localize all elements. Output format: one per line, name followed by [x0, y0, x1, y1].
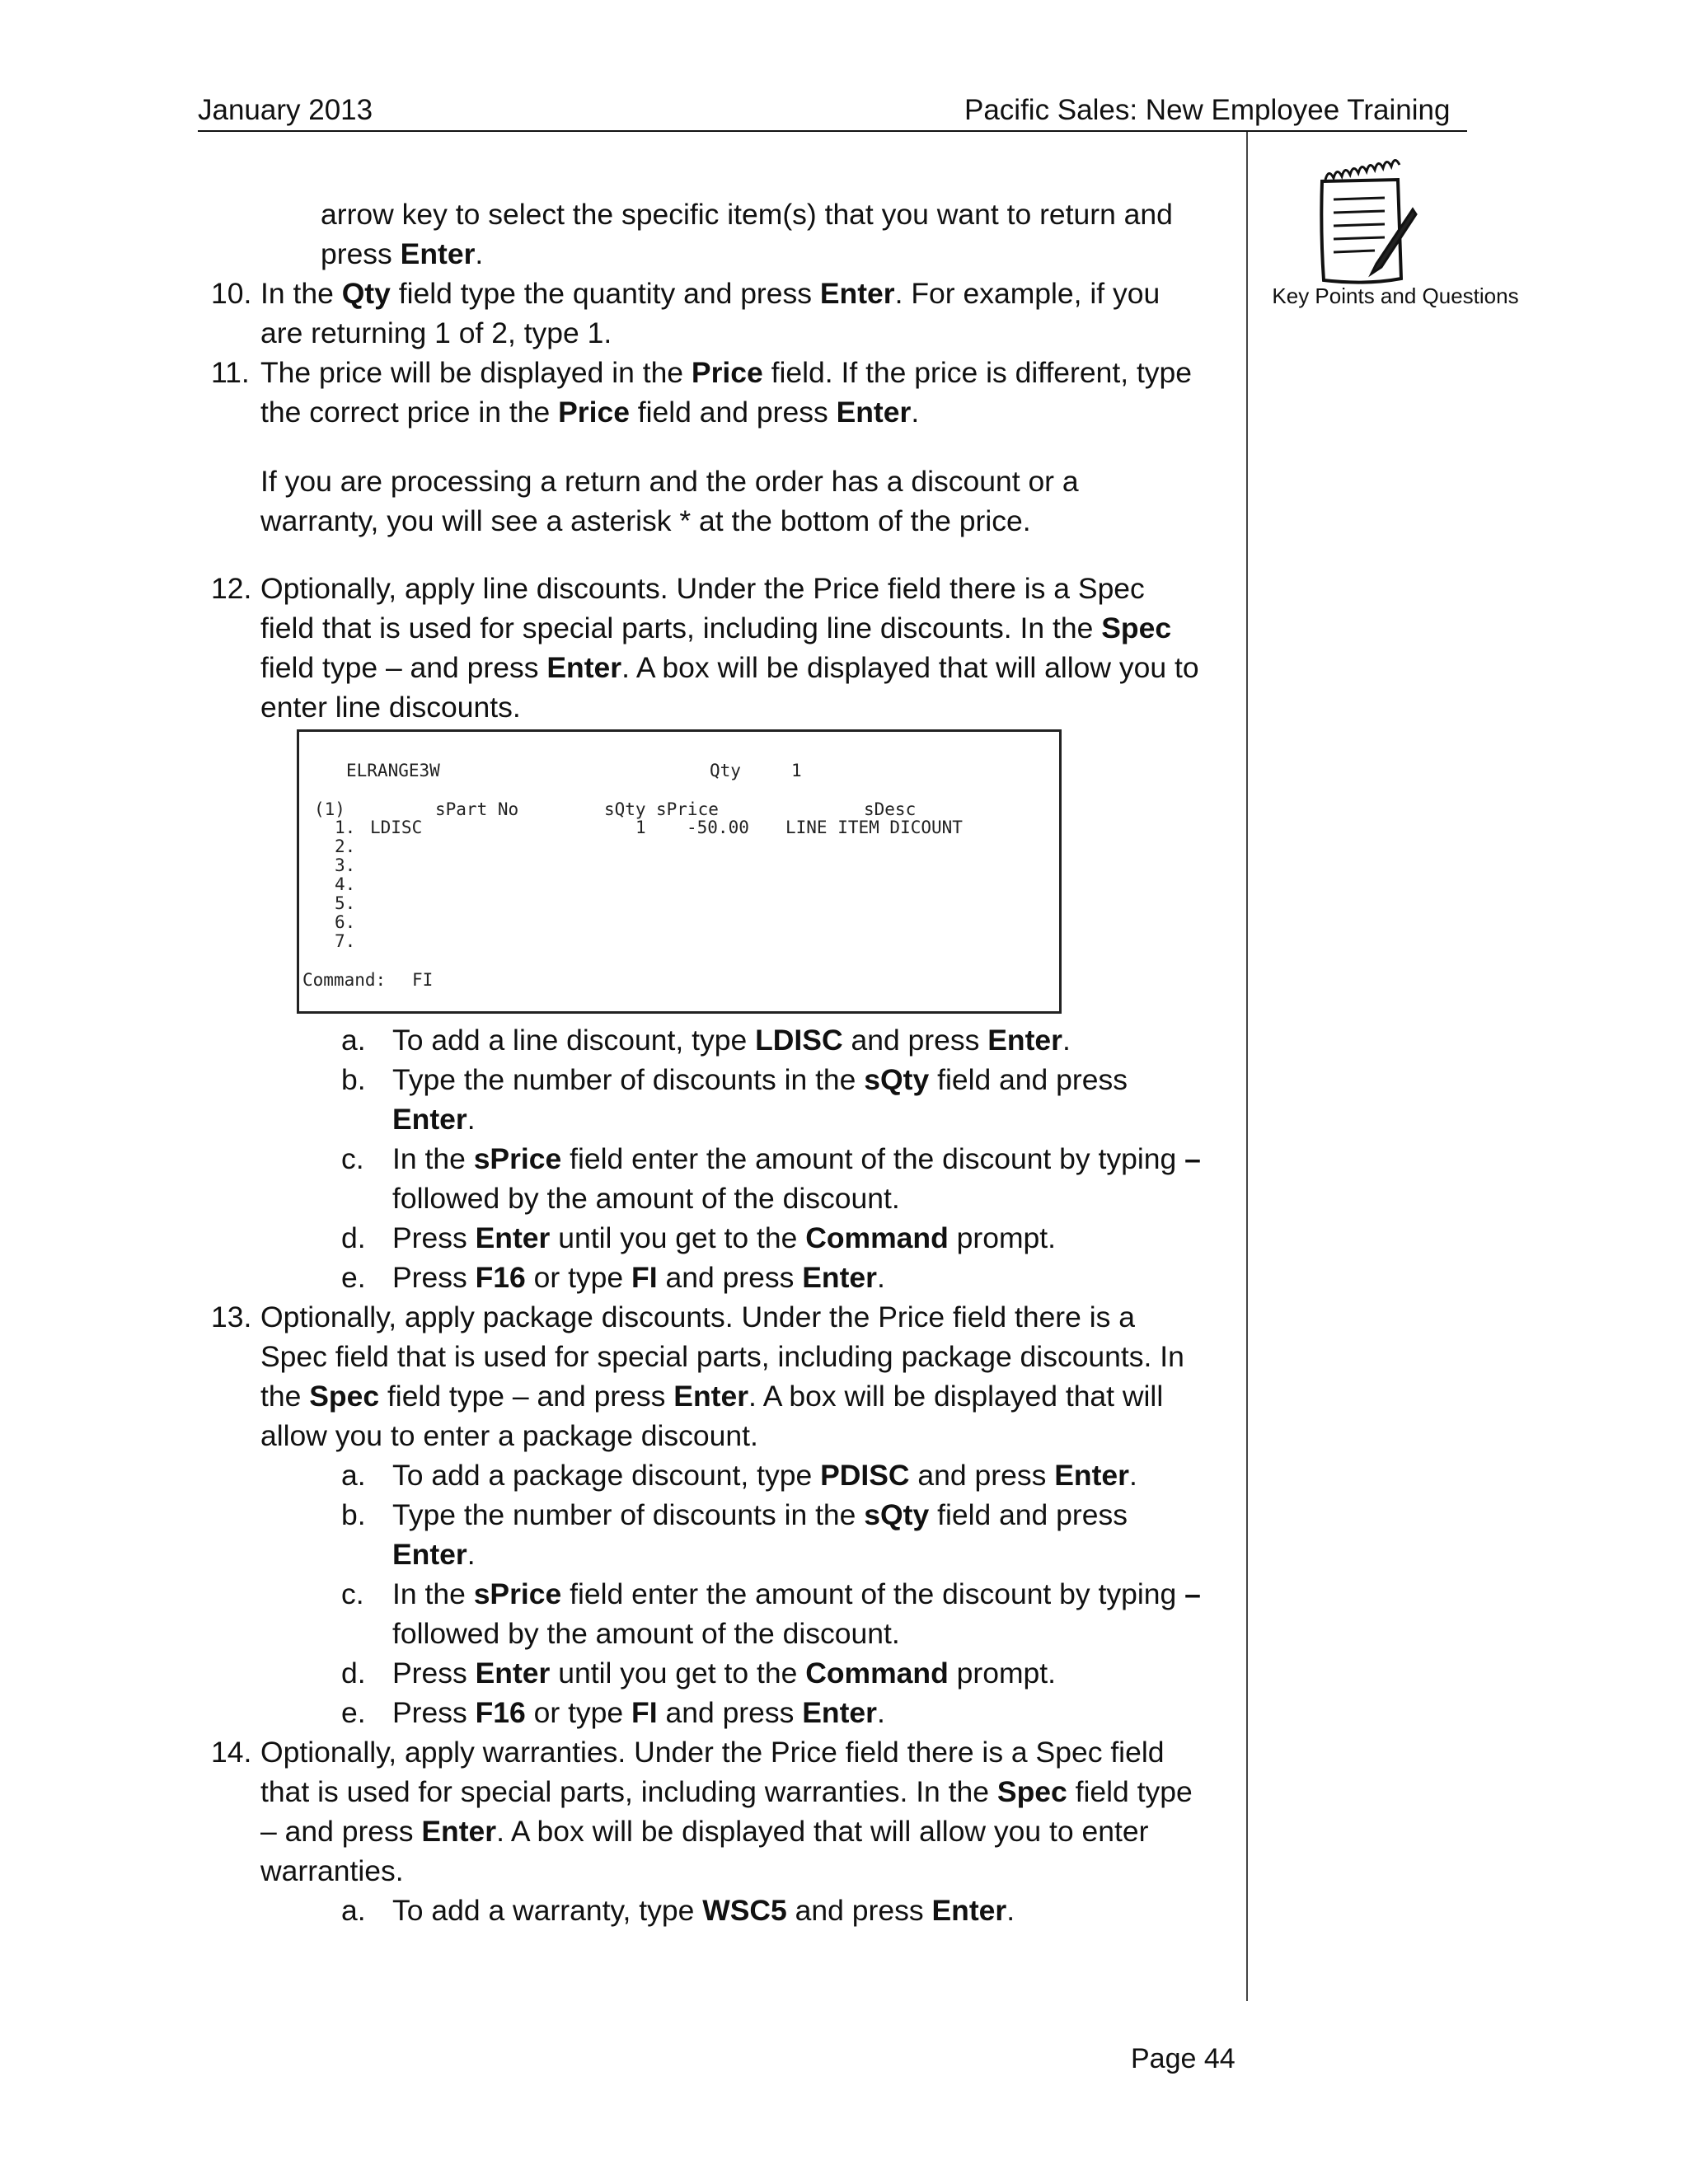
text-line: Press Enter until you get to the Command prompt.: [392, 1221, 1057, 1254]
text-line: field that is used for special parts, including line discounts. In the Spec: [260, 612, 1172, 644]
screen-command-value: FI: [412, 970, 434, 990]
text-line: In the Qty field type the quantity and press Enter. For example, if you: [260, 277, 1160, 310]
list-number: 13.: [211, 1301, 252, 1333]
screen-row-num: 2.: [335, 837, 356, 856]
sidebar-label: Key Points and Questions: [1272, 284, 1519, 308]
text-line: Optionally, apply package discounts. Under the Price field there is a: [260, 1301, 1135, 1333]
substep-letter: b.: [341, 1498, 366, 1531]
screen-row-num: 5.: [335, 893, 356, 913]
screen-item: ELRANGE3W: [346, 761, 440, 780]
substep-letter: d.: [341, 1657, 366, 1690]
text-line: In the sPrice field enter the amount of the discount by typing –: [392, 1577, 1201, 1610]
screen-row-num: 7.: [335, 931, 356, 951]
text-line: press Enter.: [321, 237, 484, 270]
screen-row-num: 1.: [335, 818, 356, 837]
text-line: Enter.: [392, 1538, 476, 1571]
substep-letter: a.: [341, 1459, 366, 1492]
text-line: Type the number of discounts in the sQty field and press: [392, 1063, 1128, 1096]
screen-row1-desc: LINE ITEM DICOUNT: [785, 818, 963, 837]
list-number: 12.: [211, 572, 252, 605]
list-number: 10.: [211, 277, 252, 310]
substep-letter: d.: [341, 1221, 366, 1254]
screen-row-num: 3.: [335, 855, 356, 875]
text-line: Type the number of discounts in the sQty field and press: [392, 1498, 1128, 1531]
substep-letter: a.: [341, 1024, 366, 1057]
screen-row1-price: -50.00: [687, 818, 749, 837]
text-line: Press Enter until you get to the Command prompt.: [392, 1657, 1057, 1690]
screen-col-qty: sQty: [604, 799, 646, 819]
text-line: Optionally, apply line discounts. Under the Price field there is a Spec: [260, 572, 1145, 605]
text-line: The price will be displayed in the Price field. If the price is different, type: [260, 356, 1193, 389]
text-line: enter line discounts.: [260, 691, 521, 724]
text-line: allow you to enter a package discount.: [260, 1419, 758, 1452]
screen-row-num: 4.: [335, 874, 356, 894]
text-line: the Spec field type – and press Enter. A box will be displayed that will: [260, 1380, 1164, 1413]
substep-letter: c.: [341, 1142, 364, 1175]
text-line: Optionally, apply warranties. Under the Price field there is a Spec field: [260, 1736, 1165, 1769]
text-line: In the sPrice field enter the amount of the discount by typing –: [392, 1142, 1201, 1175]
screen-row-num: 6.: [335, 912, 356, 932]
header-title: Pacific Sales: New Employee Training: [964, 94, 1451, 126]
screen-col-desc: sDesc: [864, 799, 917, 819]
substep-letter: e.: [341, 1261, 366, 1294]
text-line: the correct price in the Price field and press Enter.: [260, 396, 920, 429]
text-line: Press F16 or type FI and press Enter.: [392, 1261, 885, 1294]
text-line: To add a package discount, type PDISC and press Enter.: [392, 1459, 1137, 1492]
screen-row1-part: LDISC: [370, 818, 423, 837]
header-date: January 2013: [198, 94, 373, 126]
screen-group: (1): [314, 799, 345, 819]
terminal-screenshot: [297, 729, 1062, 1014]
substep-letter: b.: [341, 1063, 366, 1096]
notepad-icon: [1309, 158, 1418, 290]
note-line: If you are processing a return and the order has a discount or a: [260, 465, 1079, 498]
text-line: followed by the amount of the discount.: [392, 1617, 900, 1650]
screen-qty-value: 1: [791, 761, 802, 780]
text-line: field type – and press Enter. A box will be displayed that will allow you to: [260, 651, 1199, 684]
text-line: are returning 1 of 2, type 1.: [260, 316, 612, 349]
header-rule: [198, 130, 1467, 132]
list-number: 11.: [211, 356, 250, 389]
screen-row1-qty: 1: [635, 818, 646, 837]
text-line: arrow key to select the specific item(s) that you want to return and: [321, 198, 1173, 231]
page-number: Page 44: [1131, 2043, 1236, 2074]
text-line: Press F16 or type FI and press Enter.: [392, 1696, 885, 1729]
list-number: 14.: [211, 1736, 252, 1769]
screen-qty-label: Qty: [710, 761, 741, 780]
text-line: followed by the amount of the discount.: [392, 1182, 900, 1215]
screen-col-price: sPrice: [656, 799, 719, 819]
screen-command-label: Command:: [302, 970, 387, 990]
substep-letter: a.: [341, 1894, 366, 1927]
screen-col-part: sPart No: [435, 799, 519, 819]
text-line: To add a line discount, type LDISC and press Enter.: [392, 1024, 1071, 1057]
text-line: – and press Enter. A box will be displayed that will allow you to enter: [260, 1815, 1149, 1848]
note-line: warranty, you will see a asterisk * at the bottom of the price.: [260, 504, 1031, 537]
margin-rule: [1246, 132, 1248, 2001]
text-line: that is used for special parts, including warranties. In the Spec field type: [260, 1775, 1193, 1808]
text-line: warranties.: [260, 1854, 404, 1887]
substep-letter: c.: [341, 1577, 364, 1610]
text-line: To add a warranty, type WSC5 and press Enter.: [392, 1894, 1015, 1927]
text-line: Spec field that is used for special parts, including package discounts. In: [260, 1340, 1184, 1373]
substep-letter: e.: [341, 1696, 366, 1729]
text-line: Enter.: [392, 1103, 476, 1136]
